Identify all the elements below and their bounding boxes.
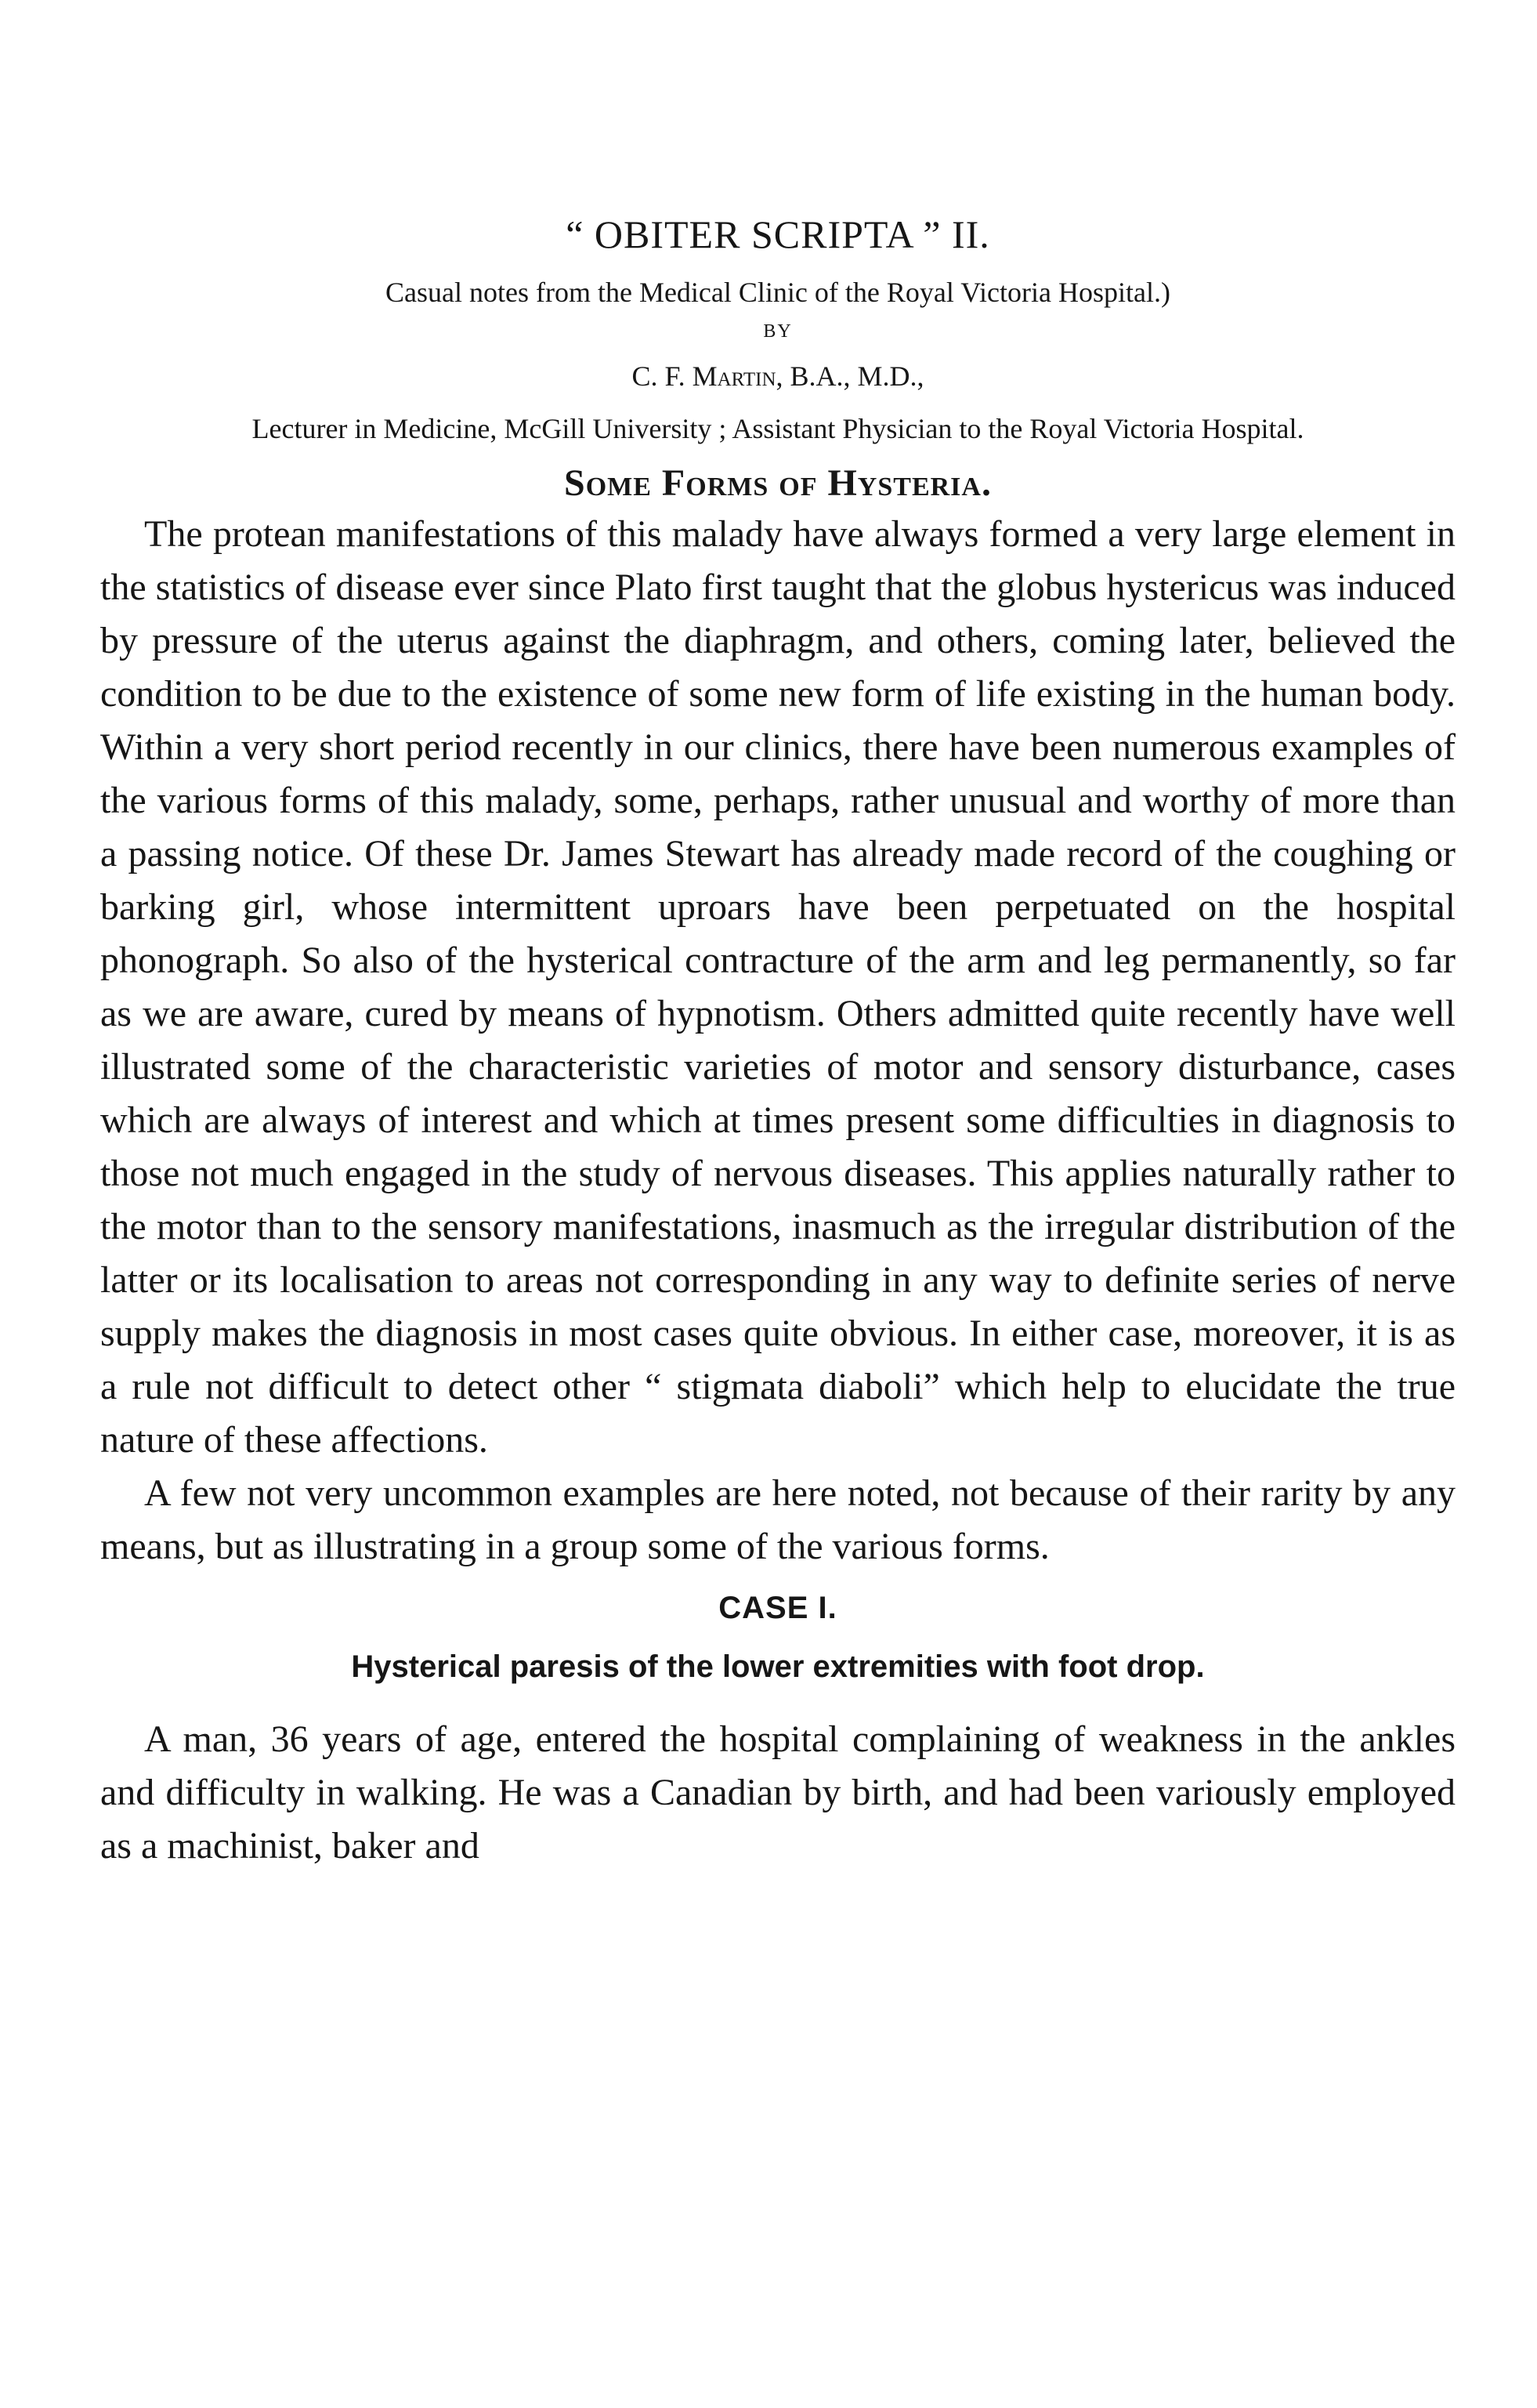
case-label: CASE I. — [718, 1591, 837, 1625]
body-paragraph-2: A few not very uncommon examples are here noted, not because of their rarity by any means, but as illustrating in a group some of the various forms. — [100, 1472, 1456, 1567]
article-subtitle: Casual notes from the Medical Clinic of the Royal Victoria Hospital.) — [385, 277, 1170, 308]
author-affiliation: Lecturer in Medicine, McGill University ; Assistant Physician to the Royal Victoria Hospital. — [251, 413, 1304, 444]
article-title: “ OBITER SCRIPTA ” II. — [566, 212, 990, 256]
byline-label: BY — [763, 321, 793, 342]
body-paragraph-1: The protean manifestations of this malady have always formed a very large element in the statistics of disease ever since Plato first taught that the globus hystericus was induced by pressure of the uterus against the diaphragm, and others, coming later, believed the condition to be due to the existence of some new form of life existing in the human body. Within a very short period recently in our clinics, there have been numerous examples of the various forms of this malady, some, perhaps, rather unusual and worthy of more than a passing notice. Of these Dr. James Stewart has already made record of the coughing or barking girl, whose intermittent uproars have been perpetuated on the hospital phonograph. So also of the hysterical contracture of the arm and leg permanently, so far as we are aware, cured by means of hypnotism. Others admitted quite recently have well illustrated some of the characteristic varieties of motor and sensory disturbance, cases which are always of interest and which at times present some difficulties in diagnosis to those not much engaged in the study of nervous diseases. This applies naturally rather to the motor than to the sensory manifestations, inasmuch as the irregular distribution of the latter or its localisation to areas not corresponding in any way to definite series of nerve supply makes the diagnosis in most cases quite obvious. In either case, moreover, it is as a rule not difficult to detect other “ stigmata diaboli” which help to elucidate the true nature of these affections. — [100, 513, 1456, 1461]
document-page — [100, 212, 1456, 1873]
author-name: C. F. Martin, B.A., M.D., — [631, 360, 924, 392]
case-paragraph: A man, 36 years of age, entered the hospital complaining of weakness in the ankles and difficulty in walking. He was a Canadian by birth, and had been variously employed as a machinist, baker and — [100, 1718, 1456, 1867]
section-title: Some Forms of Hysteria. — [564, 462, 992, 504]
case-heading: Hysterical paresis of the lower extremities with foot drop. — [351, 1649, 1205, 1684]
